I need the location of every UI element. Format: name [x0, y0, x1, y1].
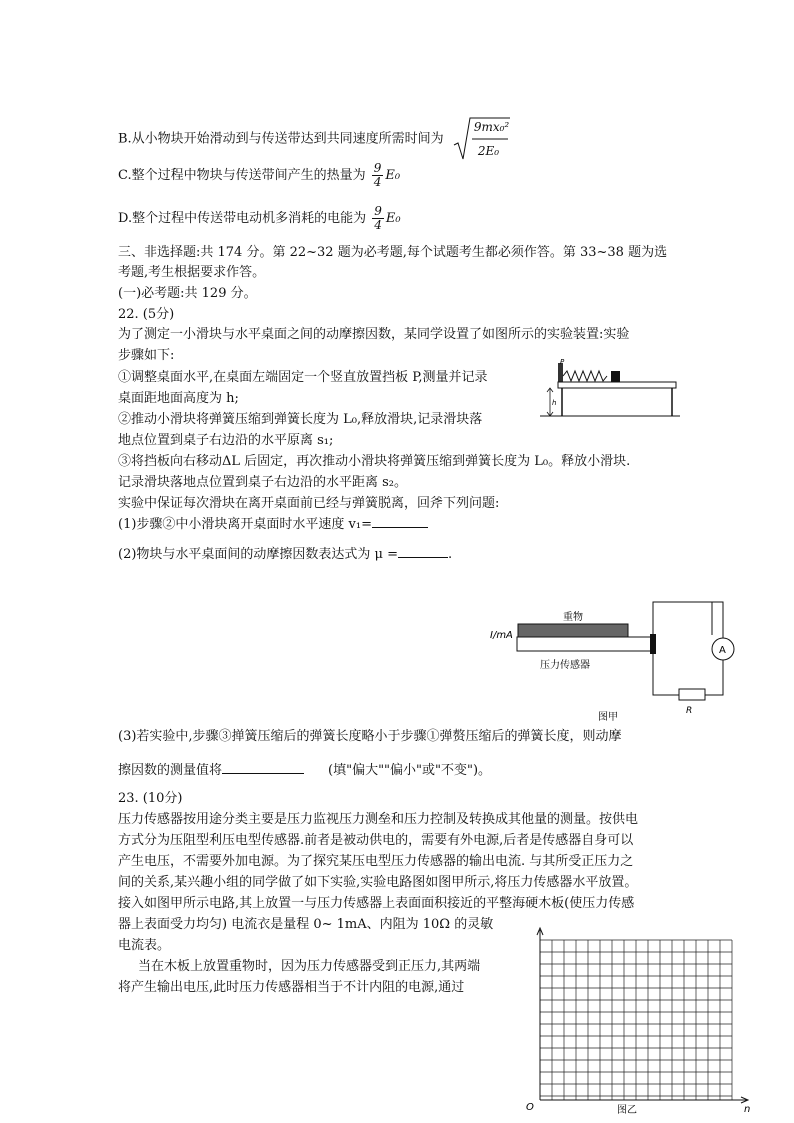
option-d-text: D.整个过程中传送带电动机多消耗的电能为: [118, 211, 367, 226]
x-axis-label: n: [744, 1104, 751, 1115]
option-c-tail: E₀: [385, 168, 401, 183]
section-line-3: (一)必考题:共 129 分。: [118, 286, 257, 301]
option-b-formula-num: 9mx₀²: [473, 120, 510, 134]
label-p: P: [560, 358, 565, 366]
q23-line-7: 电流表。: [118, 938, 171, 953]
q22-step-2a: ②推动小滑块将弹簧压缩到弹簧长度为 L₀,释放滑块,记录滑块落: [118, 412, 483, 427]
option-d: [118, 203, 401, 235]
grid-lines: [540, 940, 732, 1100]
label-h: h: [552, 399, 557, 407]
q22-part-1: (1)步骤②中小滑块离开桌面时水平速度 v₁=: [118, 515, 428, 534]
q23-line-2: 方式分为压阻型利压电型传感器.前者是被动供电的，需要有外电源,后者是传感器自身可以: [118, 833, 634, 848]
sensor-terminal: [650, 634, 656, 654]
q22-part-3a: (3)若实验中,步骤③掸簧压缩后的弹簧长度略小于步骤①弹赘压缩后的弹簧长度，则动摩: [118, 729, 622, 744]
circuit-figure-jia: [488, 598, 748, 723]
q22-part-2: (2)物块与水平桌面间的动摩擦因数表达式为 μ = .: [118, 547, 453, 562]
q22-intro-1: 为了测定一小滑块与水平桌面之间的动摩擦因数，某同学设置了如图所示的实验装置:实验: [118, 327, 630, 342]
q23-line-1: 压力传感器按用途分类主要是压力监视压力测垒和压力控制及转换成其他量的测量。按供电: [118, 812, 639, 827]
option-c: [118, 160, 400, 192]
option-c-fraction: $\frac{9}{4}$: [373, 161, 382, 189]
spring: [563, 371, 607, 381]
option-d-fraction: $\frac{9}{4}$: [374, 204, 382, 232]
q23-line-8: 当在木板上放置重物时，因为压力传感器受到正压力,其两端: [138, 959, 481, 974]
q22-step-3a: ③将挡板向右移动ΔL 后固定，再次推动小滑块将弹簧压缩到弹簧长度为 L₀。释放小滑块.: [118, 454, 631, 469]
ammeter-label: A: [719, 645, 726, 656]
weight-label: 重物: [563, 612, 583, 623]
section-line-1: 三、非选择题:共 174 分。第 22~32 题为必考题,每个试题考生都必须作答。第 33~38 题为选: [118, 245, 668, 260]
option-b-formula-den: 2E₀: [477, 144, 500, 158]
q22-step-2b: 地点位置到桌子右边沿的水平原离 s₁;: [118, 433, 334, 448]
sensor-label: 压力传感器: [540, 660, 590, 671]
answer-blank-3[interactable]: [222, 761, 304, 774]
table-top: [558, 382, 676, 388]
wire-top: [653, 602, 712, 635]
current-label: I/mA: [490, 630, 513, 641]
answer-blank-2[interactable]: [398, 545, 448, 558]
option-b: [118, 115, 512, 163]
q22-step-3b: 记录滑块落地点位置到桌子右边沿的水平距离 s₂。: [118, 475, 408, 490]
q23-line-9: 将产生输出电压,此时压力传感器相当于不计内阻的电源,通过: [118, 980, 465, 995]
wire-right: [705, 660, 723, 695]
q22-part-3b: 擦因数的测量值将 (填"偏大""偏小"或"不变")。: [118, 763, 492, 778]
wire-bottom: [653, 654, 679, 695]
q23-line-5: 接入如图甲所示电路,其上放置一与压力传感器上表面面积接近的平整海硬木板(使压力传感: [118, 896, 635, 911]
weight-block: [518, 624, 628, 637]
option-c-text: C.整个过程中物块与传送带间产生的热量为: [118, 168, 366, 183]
q22-intro-2: 步骤如下:: [118, 348, 175, 363]
q23-line-6: 器上表面受力均匀) 电流衣是量程 0~ 1mA、内阻为 10Ω 的灵敏: [118, 917, 494, 932]
answer-blank-1[interactable]: [372, 515, 428, 528]
figure-yi-caption: 图乙: [617, 1105, 637, 1116]
resistor-icon: [679, 689, 705, 700]
q22-step-1a: ①调整桌面水平,在桌面左端固定一个竖直放置挡板 P,测量并记录: [118, 370, 488, 385]
q22-note: 实验中保证每次滑块在离开桌面前已经与弹簧脱离，回斧下列问题:: [118, 496, 500, 511]
slider-block: [611, 371, 620, 382]
figure-jia-caption: 图甲: [598, 712, 618, 723]
q23-line-3: 产生电压，不需要外加电源。为了探究某压电型压力传感器的输出电流. 与其所受正压力之: [118, 854, 634, 869]
section-line-2: 考题,考生根据要求作答。: [118, 265, 266, 280]
grid-figure-yi: [522, 924, 762, 1116]
spring-table-figure: [530, 358, 680, 420]
resistor-label: R: [686, 706, 693, 716]
q23-heading: 23. (10分): [118, 791, 183, 806]
option-d-tail: E₀: [385, 211, 401, 226]
q23-line-4: 间的关系,某兴趣小组的同学做了如下实验,实验电路图如图甲所示,将压力传感器水平放置。: [118, 875, 638, 890]
option-b-text: B.从小物块开始滑动到与传送带达到共同速度所需时间为: [118, 131, 444, 147]
pressure-sensor: [517, 637, 651, 651]
origin-label: O: [526, 1102, 534, 1113]
q22-step-1b: 桌面距地面高度为 h;: [118, 391, 239, 406]
q22-heading: 22. (5分): [118, 307, 175, 322]
